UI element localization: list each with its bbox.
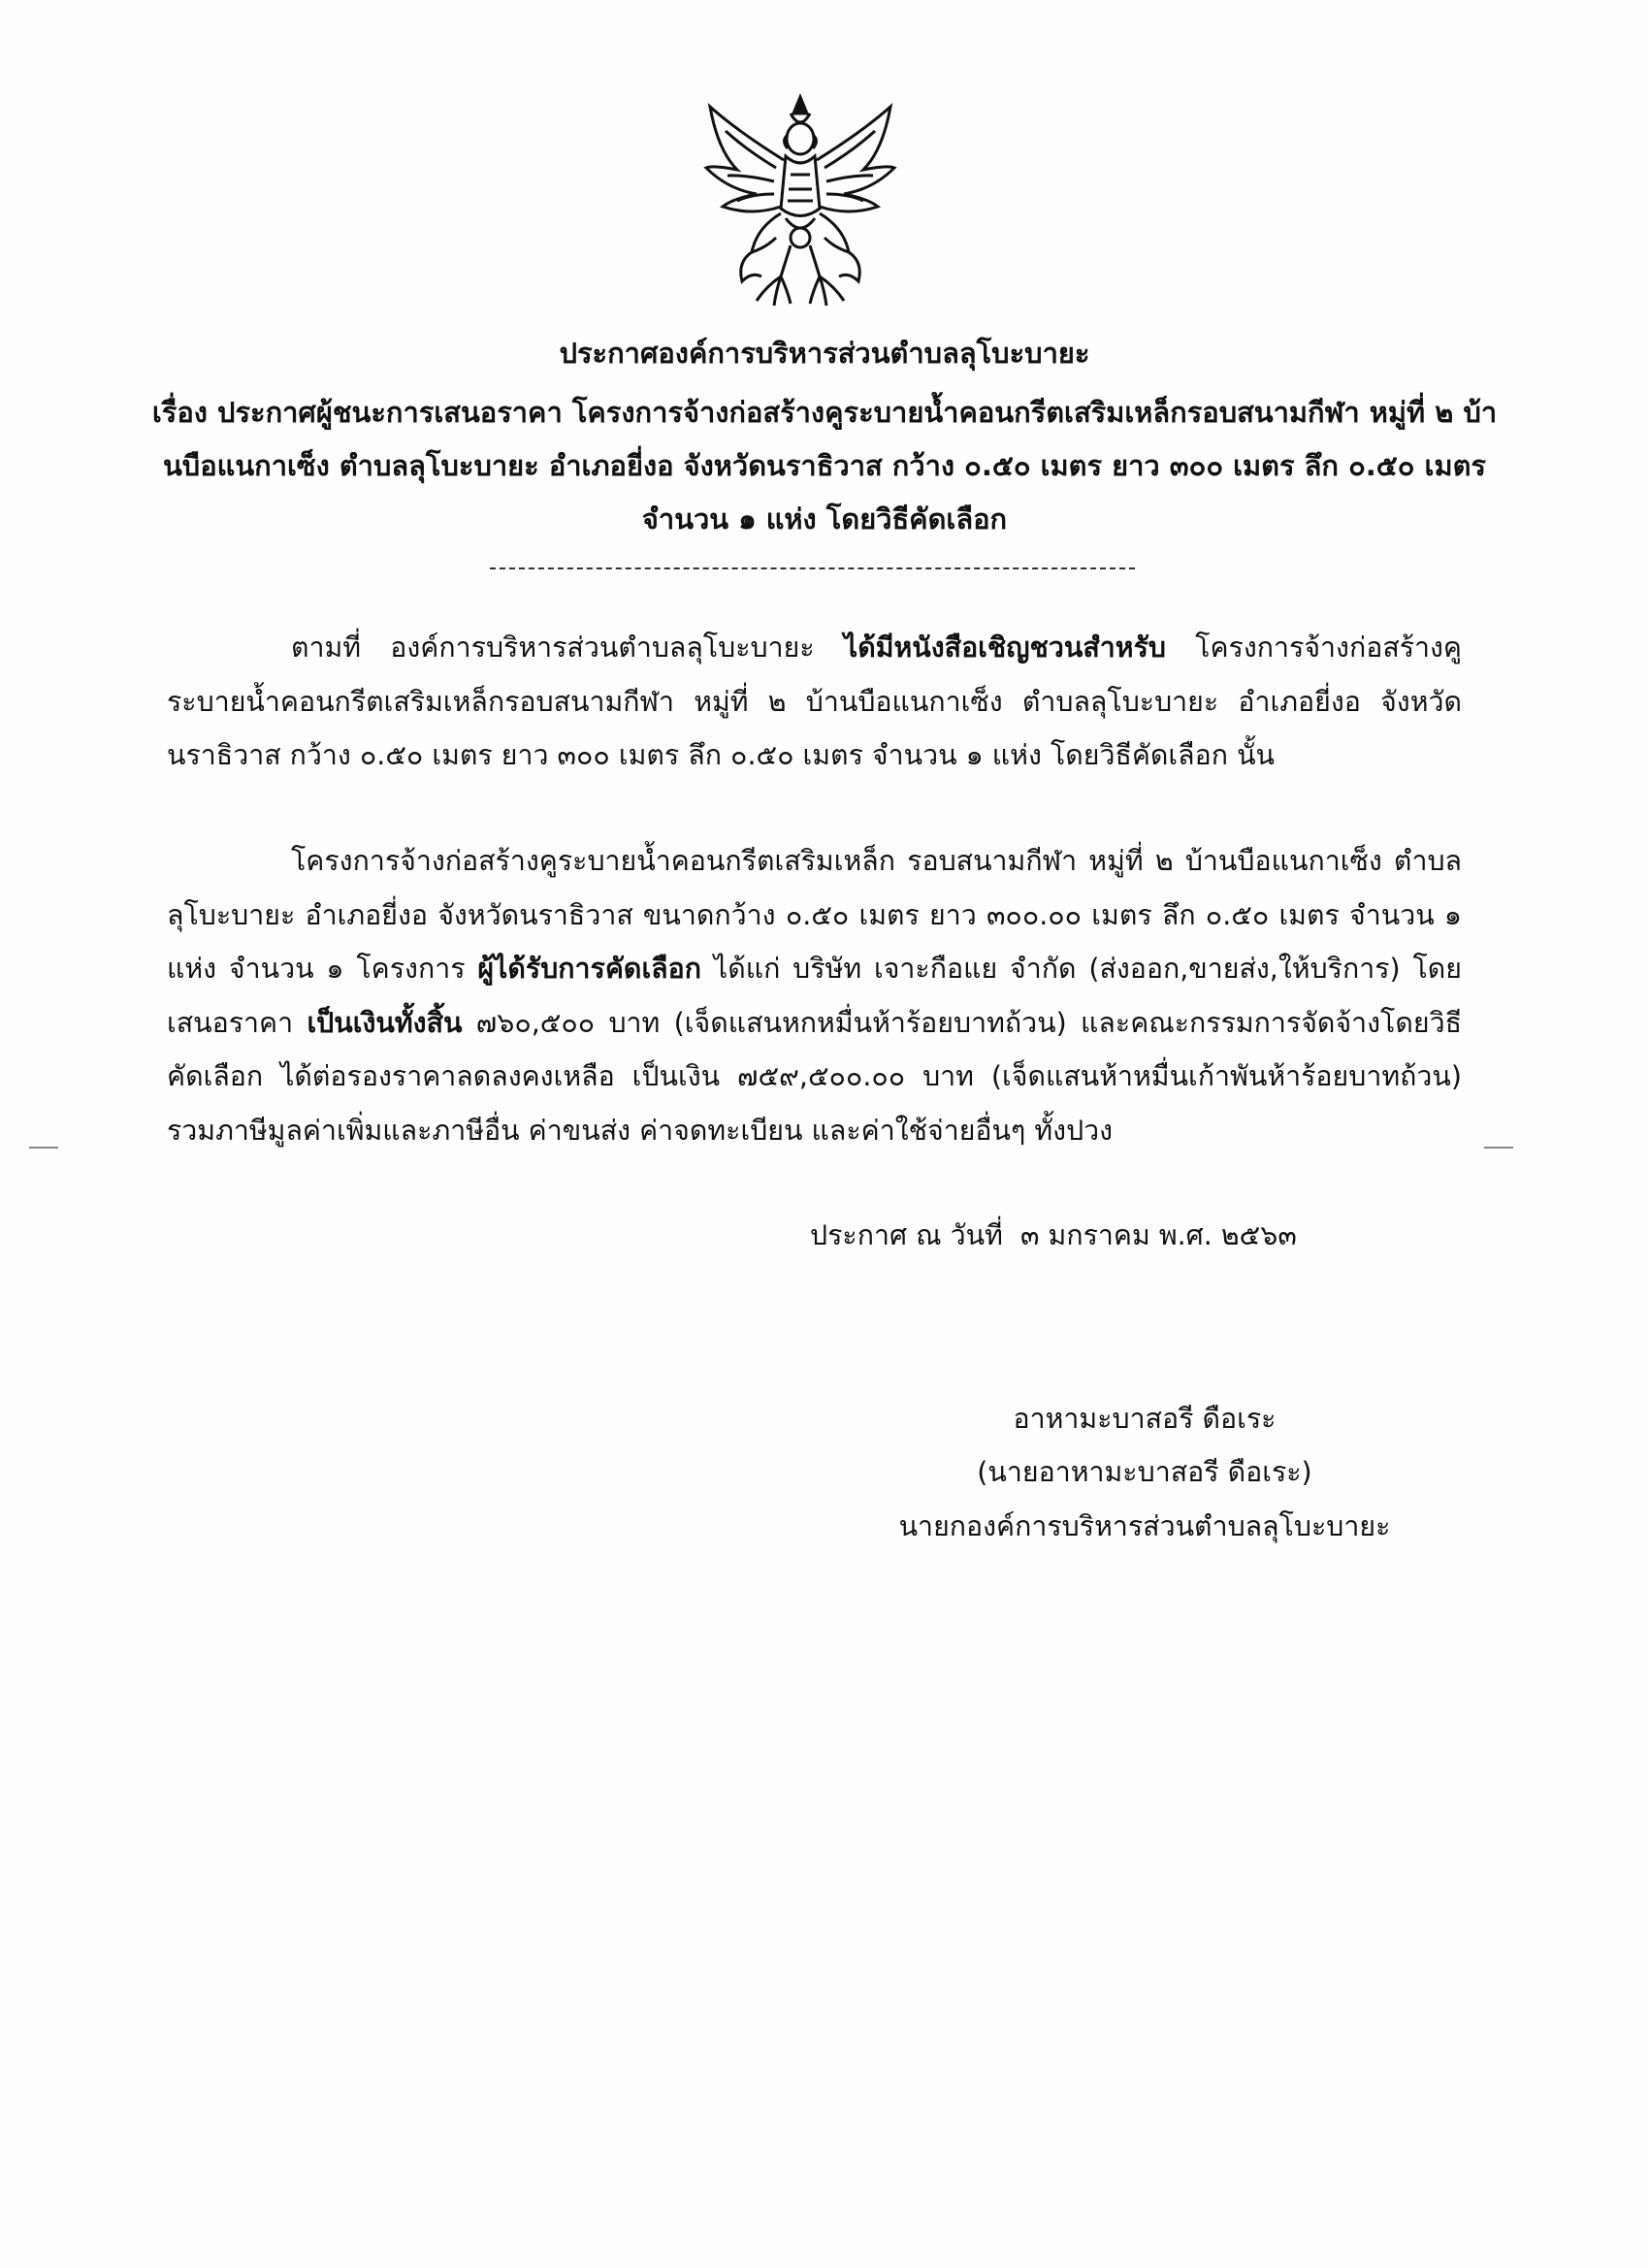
scan-mark [29,1147,58,1149]
announcement-date [810,1213,1297,1257]
para2-c: ได้แก่ บริษัท เจาะกือแย จำกัด (ส่งออก,ขายส่ง,ให้บริการ) โดยเสนอราคา [167,953,1462,1039]
scan-mark [1484,1147,1513,1149]
paragraph-award [167,834,1462,1157]
para2-selected-label: ผู้ได้รับการคัดเลือก [477,953,702,985]
header-divider [490,567,1135,569]
signature-position: นายกองค์การบริหารส่วนตำบลลุโบะบายะ [898,1510,1391,1542]
subject-text: ประกาศผู้ชนะการเสนอราคา โครงการจ้างก่อสร้างคูระบายน้ำคอนกรีตเสริมเหล็กรอบสนามกีฬา หมู่ที่ ๒ บ้านบือแนกาเซ็ง ตำบลลุโบะบายะ อำเภอยี่งอ จังหวัดนราธิวาส กว้าง ๐.๕๐ เมตร ยาว ๓๐๐ เมตร ลึก ๐.๕๐ เมตร จำนวน ๑ แห่ง โดยวิธีคัดเลือก [162,396,1498,535]
para2-total-label: เป็นเงินทั้งสิ้น [307,1006,463,1039]
signature-name: อาหามะบาสอรี ดือเระ [1013,1403,1277,1435]
para2-e: ๗๖๐,๕๐๐ บาท (เจ็ดแสนหกหมื่นห้าร้อยบาทถ้วน) และคณะกรรมการจัดจ้างโดยวิธีคัดเลือก ได้ต่อรองราคาลดลงคงเหลือ เป็นเงิน ๗๕๙,๕๐๐.๐๐ บาท (เจ็ดแสนห้าหมื่นเก้าพันห้าร้อยบาทถ้วน) รวมภาษีมูลค่าเพิ่มและภาษีอื่น ค่าขนส่ง ค่าจดทะเบียน และค่าใช้จ่ายอื่นๆ ทั้งปวง [167,1006,1462,1147]
para2-a: โครงการจ้างก่อสร้างคูระบายน้ำคอนกรีตเสริมเหล็ก รอบสนามกีฬา หมู่ที่ ๒ บ้านบือแนกาเซ็ง ตำบลลุโบะบายะ อำเภอยี่งอ จังหวัดนราธิวาส ขนาดกว้าง ๐.๕๐ เมตร ยาว ๓๐๐.๐๐ เมตร ลึก ๐.๕๐ เมตร จำนวน ๑ แห่ง จำนวน ๑ โครงการ [167,845,1462,985]
organization-title: ประกาศองค์การบริหารส่วนตำบลลุโบะบายะ [559,337,1090,370]
paragraph-invitation [167,621,1462,783]
para1-rest: โครงการจ้างก่อสร้างคูระบายน้ำคอนกรีตเสริมเหล็กรอบสนามกีฬา หมู่ที่ ๒ บ้านบือแนกาเซ็ง ตำบลลุโบะบายะ อำเภอยี่งอ จังหวัดนราธิวาส กว้าง ๐.๕๐ เมตร ยาว ๓๐๐ เมตร ลึก ๐.๕๐ เมตร จำนวน ๑ แห่ง โดยวิธีคัดเลือก นั้น [167,632,1462,771]
signature-full-name: (นายอาหามะบาสอรี ดือเระ) [977,1456,1312,1488]
subject-heading [146,386,1504,546]
para1-lead: ตามที่ องค์การบริหารส่วนตำบลลุโบะบายะ [291,632,844,664]
para1-bold: ได้มีหนังสือเชิญชวนสำหรับ [843,632,1166,664]
subject-label: เรื่อง [151,396,208,429]
date-label: ประกาศ ณ วันที่ [810,1219,1003,1251]
garuda-emblem-icon [698,92,902,310]
date-value: ๓ มกราคม พ.ศ. ๒๕๖๓ [1020,1219,1297,1251]
